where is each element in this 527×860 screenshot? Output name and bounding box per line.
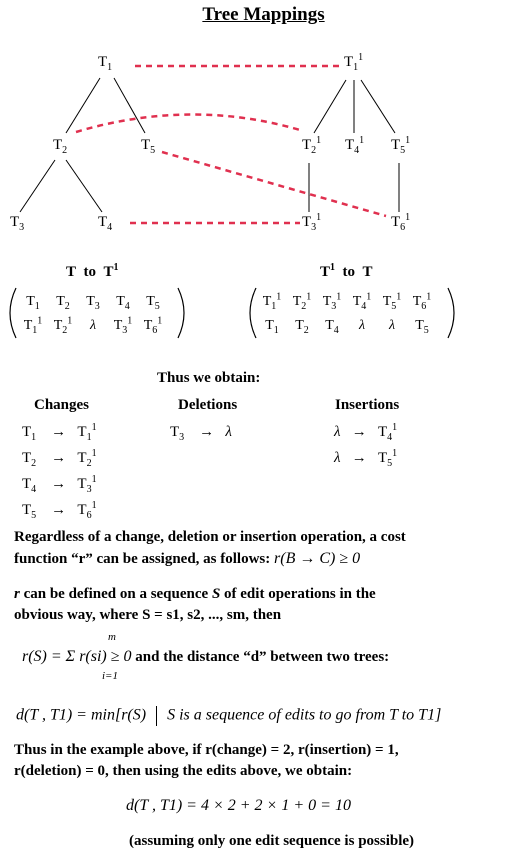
matrix-cell: $T_2^1$	[53, 315, 73, 336]
matrix-right-label: $T^1$ to T	[320, 262, 373, 280]
matrix-cell: $T_4$	[116, 294, 130, 312]
matrix-cell: $T_6^1$	[412, 291, 432, 312]
changes-heading: Changes	[34, 397, 90, 413]
matrix-cell: $T_1^1$	[262, 291, 282, 312]
matrix-cell: $T_1$	[265, 318, 279, 336]
matrix-left-row2	[18, 316, 168, 334]
node-t3-prime: $T_3^1$	[302, 212, 322, 233]
deletion-item: $T_3$ → λ	[170, 424, 232, 443]
cost-paragraph-line2: function “r” can be assigned, as follows: r(B → C) ≥ 0	[14, 550, 361, 567]
change-item: $T_4$ → $T_3^1$	[22, 474, 97, 495]
matrix-cell: $T_3$	[86, 294, 100, 312]
matrix-cell: $T_3^1$	[113, 315, 133, 336]
change-item: $T_2$ → $T_2^1$	[22, 448, 97, 469]
edge-t2-t3	[20, 160, 55, 212]
left-matrix-open-paren	[10, 288, 16, 338]
node-t2-prime: $T_2^1$	[302, 135, 322, 156]
sequence-paragraph-line1: r can be defined on a sequence S of edit operations in the	[14, 586, 376, 602]
left-matrix-close-paren	[178, 288, 184, 338]
node-t1: $T_1$	[98, 54, 113, 73]
sum-formula: r(S) = Σ r(si) ≥ 0	[22, 648, 132, 665]
page-title: Tree Mappings	[202, 4, 325, 25]
change-item: $T_5$ → $T_6^1$	[22, 500, 97, 521]
matrix-cell: $T_5$	[415, 318, 429, 336]
matrix-cell: λ	[89, 318, 97, 333]
distance-formula-right: S is a sequence of edits to go from T to T1]	[167, 706, 442, 724]
set-builder-bar	[156, 706, 157, 726]
cost-function-formula: r(B → C) ≥ 0	[274, 550, 361, 567]
deletions-heading: Deletions	[178, 397, 238, 413]
edge-t2-t4	[66, 160, 102, 212]
right-matrix-open-paren	[250, 288, 256, 338]
sequence-paragraph-line2: obvious way, where S = s1, s2, ..., sm, then	[14, 607, 282, 623]
change-item: $T_1$ → $T_1^1$	[22, 422, 97, 443]
matrix-right-row2	[257, 316, 437, 334]
insertions-heading: Insertions	[335, 397, 400, 413]
mapping-t5	[162, 152, 386, 216]
matrix-cell: $T_2$	[295, 318, 309, 336]
obtain-text: Thus we obtain:	[157, 370, 261, 386]
sum-lower-limit: i=1	[102, 670, 118, 682]
edge-t1-t2	[66, 78, 100, 133]
matrix-cell: $T_4^1$	[352, 291, 372, 312]
matrix-cell: $T_2$	[56, 294, 70, 312]
node-t3: $T_3$	[10, 214, 25, 233]
example-line1: Thus in the example above, if r(change) = 2, r(insertion) = 1,	[14, 742, 399, 758]
result-formula: d(T , T1) = 4 × 2 + 2 × 1 + 0 = 10	[126, 797, 351, 814]
matrix-left-row1	[18, 292, 168, 310]
node-t1-prime: $T_1^1$	[344, 52, 364, 73]
edge-t1-t5	[114, 78, 145, 133]
insertion-item: λ → $T_5^1$	[334, 448, 398, 469]
matrix-cell: $T_6^1$	[143, 315, 163, 336]
insertion-item: λ → $T_4^1$	[334, 422, 398, 443]
example-line2: r(deletion) = 0, then using the edits above, we obtain:	[14, 763, 353, 779]
sum-line	[22, 648, 389, 666]
matrix-cell: $T_1^1$	[23, 315, 43, 336]
node-t4: $T_4$	[98, 214, 113, 233]
matrix-cell: $T_4$	[325, 318, 339, 336]
node-t4-prime: $T_4^1$	[345, 135, 365, 156]
matrix-cell: $T_5$	[146, 294, 160, 312]
matrix-cell: $T_2^1$	[292, 291, 312, 312]
edge-t1p-t5p	[361, 80, 395, 133]
matrix-left-label: T to $T^1$	[66, 262, 119, 280]
matrix-cell: $T_3^1$	[322, 291, 342, 312]
node-t2: $T_2$	[53, 137, 68, 156]
edge-t1p-t2p	[314, 80, 346, 133]
distance-formula-left: d(T , T1) = min[r(S)	[16, 706, 147, 724]
node-t5: $T_5$	[141, 137, 156, 156]
distance-formula-line	[16, 706, 441, 726]
node-t5-prime: $T_5^1$	[391, 135, 411, 156]
distance-text: and the distance “d” between two trees:	[131, 649, 390, 665]
tree-diagram	[0, 30, 527, 280]
matrix-cell: $T_1$	[26, 294, 40, 312]
cost-paragraph-line1: Regardless of a change, deletion or insertion operation, a cost	[14, 529, 406, 545]
matrix-cell: $T_5^1$	[382, 291, 402, 312]
matrix-cell: λ	[358, 318, 366, 333]
matrix-cell: λ	[388, 318, 396, 333]
mapping-t2	[76, 114, 300, 132]
matrix-right-row1	[257, 292, 437, 310]
assumption-note: (assuming only one edit sequence is possible)	[129, 833, 415, 849]
sum-upper-limit: m	[108, 631, 116, 643]
right-matrix-close-paren	[448, 288, 454, 338]
node-t6-prime: $T_6^1$	[391, 212, 411, 233]
